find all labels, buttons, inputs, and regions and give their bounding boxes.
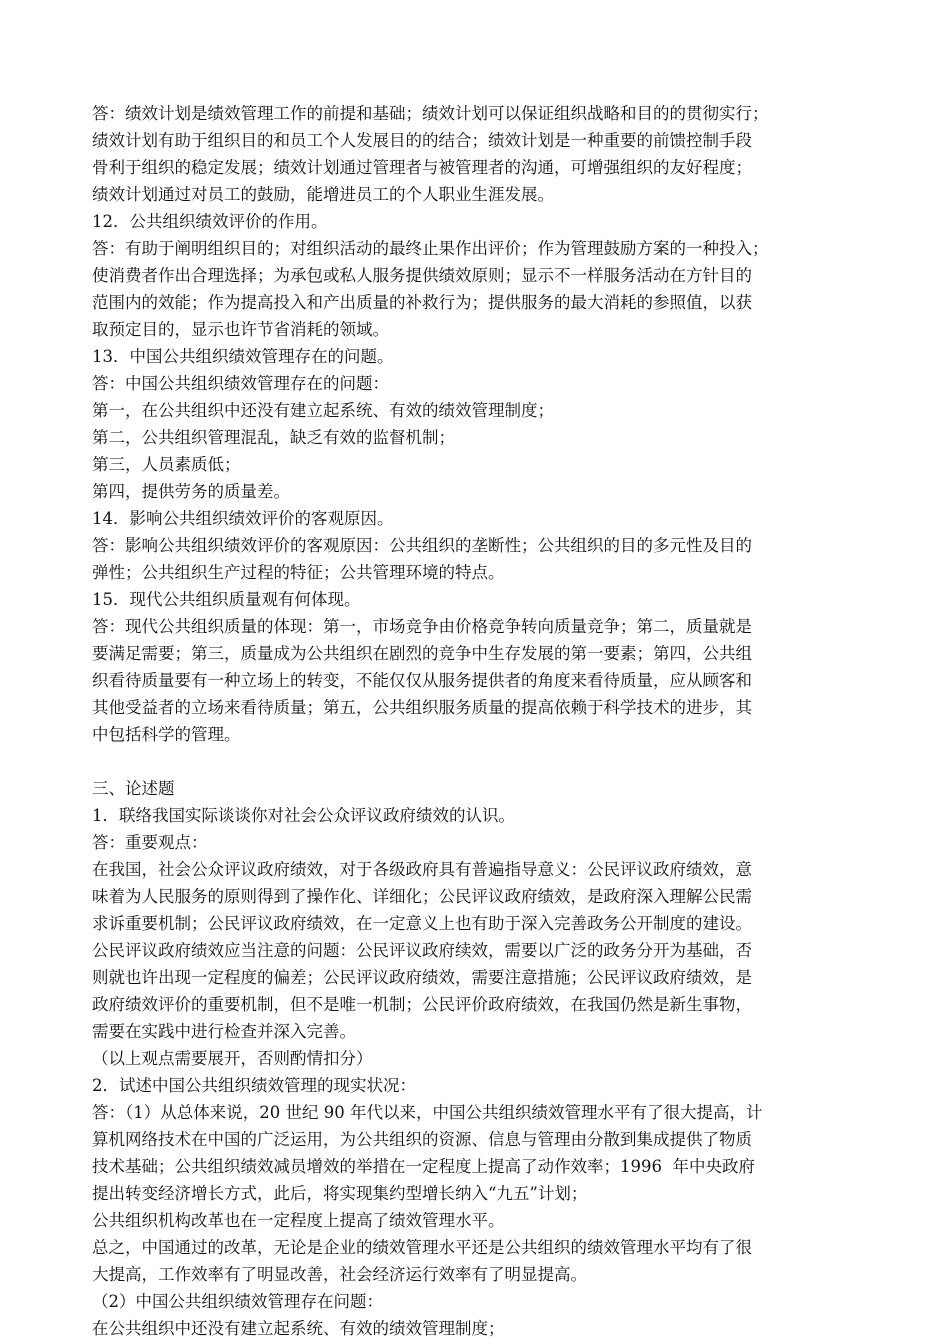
text-line: 技术基础；公共组织绩效减员增效的举措在一定程度上提高了动作效率；1996 年中央政府: [92, 1157, 755, 1176]
text-line: 公民评议政府绩效应当注意的问题：公民评议政府续效，需要以广泛的政务分开为基础，否: [92, 941, 752, 960]
text-line: 织看待质量要有一种立场上的转变，不能仅仅从服务提供者的角度来看待质量，应从顾客和: [92, 671, 752, 690]
text-line: 绩效计划通过对员工的鼓励，能增进员工的个人职业生涯发展。: [92, 185, 554, 204]
text-line: 大提高，工作效率有了明显改善，社会经济运行效率有了明显提高。: [92, 1265, 587, 1284]
text-line: 第三，人员素质低；: [92, 455, 241, 474]
text-line: 14．影响公共组织绩效评价的客观原因。: [92, 509, 394, 528]
text-line: 绩效计划有助于组织目的和员工个人发展目的的结合；绩效计划是一种重要的前馈控制手段: [92, 131, 752, 150]
text-line: 则就也许出现一定程度的偏差；公民评议政府绩效，需要注意措施；公民评议政府绩效，是: [92, 968, 752, 987]
text-line: 第二，公共组织管理混乱，缺乏有效的监督机制；: [92, 428, 455, 447]
text-line: 范围内的效能；作为提高投入和产出质量的补救行为；提供服务的最大消耗的参照值，以获: [92, 293, 752, 312]
text-line: 使消费者作出合理选择；为承包或私人服务提供绩效原则；显示不一样服务活动在方针目的: [92, 266, 752, 285]
text-line: 中包括科学的管理。: [92, 725, 241, 744]
text-line: 在公共组织中还没有建立起系统、有效的绩效管理制度；: [92, 1319, 505, 1338]
text-line: 总之，中国通过的改革，无论是企业的绩效管理水平还是公共组织的绩效管理水平均有了很: [92, 1238, 752, 1257]
text-line: 算机网络技术在中国的广泛运用，为公共组织的资源、信息与管理由分散到集成提供了物质: [92, 1130, 752, 1149]
text-line: （以上观点需要展开，否则酌情扣分）: [92, 1049, 373, 1068]
text-line: 答：中国公共组织绩效管理存在的问题：: [92, 374, 389, 393]
text-line: 取预定目的，显示也许节省消耗的领域。: [92, 320, 389, 339]
text-line: 提出转变经济增长方式，此后，将实现集约型增长纳入“九五”计划；: [92, 1184, 588, 1203]
text-line: 第四，提供劳务的质量差。: [92, 482, 290, 501]
text-line: 15．现代公共组织质量观有何体现。: [92, 590, 361, 609]
text-line: 求诉重要机制；公民评议政府绩效，在一定意义上也有助于深入完善政务公开制度的建设。: [92, 914, 752, 933]
text-line: 政府绩效评价的重要机制，但不是唯一机制；公民评价政府绩效，在我国仍然是新生事物，: [92, 995, 752, 1014]
text-line: 公共组织机构改革也在一定程度上提高了绩效管理水平。: [92, 1211, 505, 1230]
text-line: 12．公共组织绩效评价的作用。: [92, 212, 328, 231]
document-page: [92, 100, 860, 1342]
text-line: 弹性；公共组织生产过程的特征；公共管理环境的特点。: [92, 563, 505, 582]
text-line: 需要在实践中进行检查并深入完善。: [92, 1022, 356, 1041]
text-line: （2）中国公共组织绩效管理存在问题：: [92, 1292, 383, 1311]
text-line: 13．中国公共组织绩效管理存在的问题。: [92, 347, 394, 366]
text-line: 答：有助于阐明组织目的；对组织活动的最终止果作出评价；作为管理鼓励方案的一种投入；: [92, 239, 769, 258]
text-line: 第一，在公共组织中还没有建立起系统、有效的绩效管理制度；: [92, 401, 554, 420]
text-line: 答：（1）从总体来说，20 世纪 90 年代以来，中国公共组织绩效管理水平有了很大提高，计: [92, 1103, 763, 1122]
text-line: 答：现代公共组织质量的体现：第一，市场竞争由价格竞争转向质量竞争；第二，质量就是: [92, 617, 752, 636]
text-line: 在我国，社会公众评议政府绩效，对于各级政府具有普遍指导意义：公民评议政府绩效，意: [92, 860, 752, 879]
text-line: 骨利于组织的稳定发展；绩效计划通过管理者与被管理者的沟通，可增强组织的友好程度；: [92, 158, 752, 177]
text-line: 答：绩效计划是绩效管理工作的前提和基础；绩效计划可以保证组织战略和目的的贯彻实行；: [92, 104, 769, 123]
text-line: 答：影响公共组织绩效评价的客观原因：公共组织的垄断性；公共组织的目的多元性及目的: [92, 536, 752, 555]
text-line: 1．联络我国实际谈谈你对社会公众评议政府绩效的认识。: [92, 806, 515, 825]
text-line: 要满足需要；第三，质量成为公共组织在剧烈的竞争中生存发展的第一要素；第四，公共组: [92, 644, 752, 663]
text-line: 味着为人民服务的原则得到了操作化、详细化；公民评议政府绩效，是政府深入理解公民需: [92, 887, 752, 906]
text-line: 三、论述题: [92, 779, 175, 798]
text-line: 答：重要观点：: [92, 833, 208, 852]
text-line: 2．试述中国公共组织绩效管理的现实状况：: [92, 1076, 416, 1095]
text-line: 其他受益者的立场来看待质量；第五，公共组织服务质量的提高依赖于科学技术的进步，其: [92, 698, 752, 717]
blank-line: [92, 748, 860, 775]
